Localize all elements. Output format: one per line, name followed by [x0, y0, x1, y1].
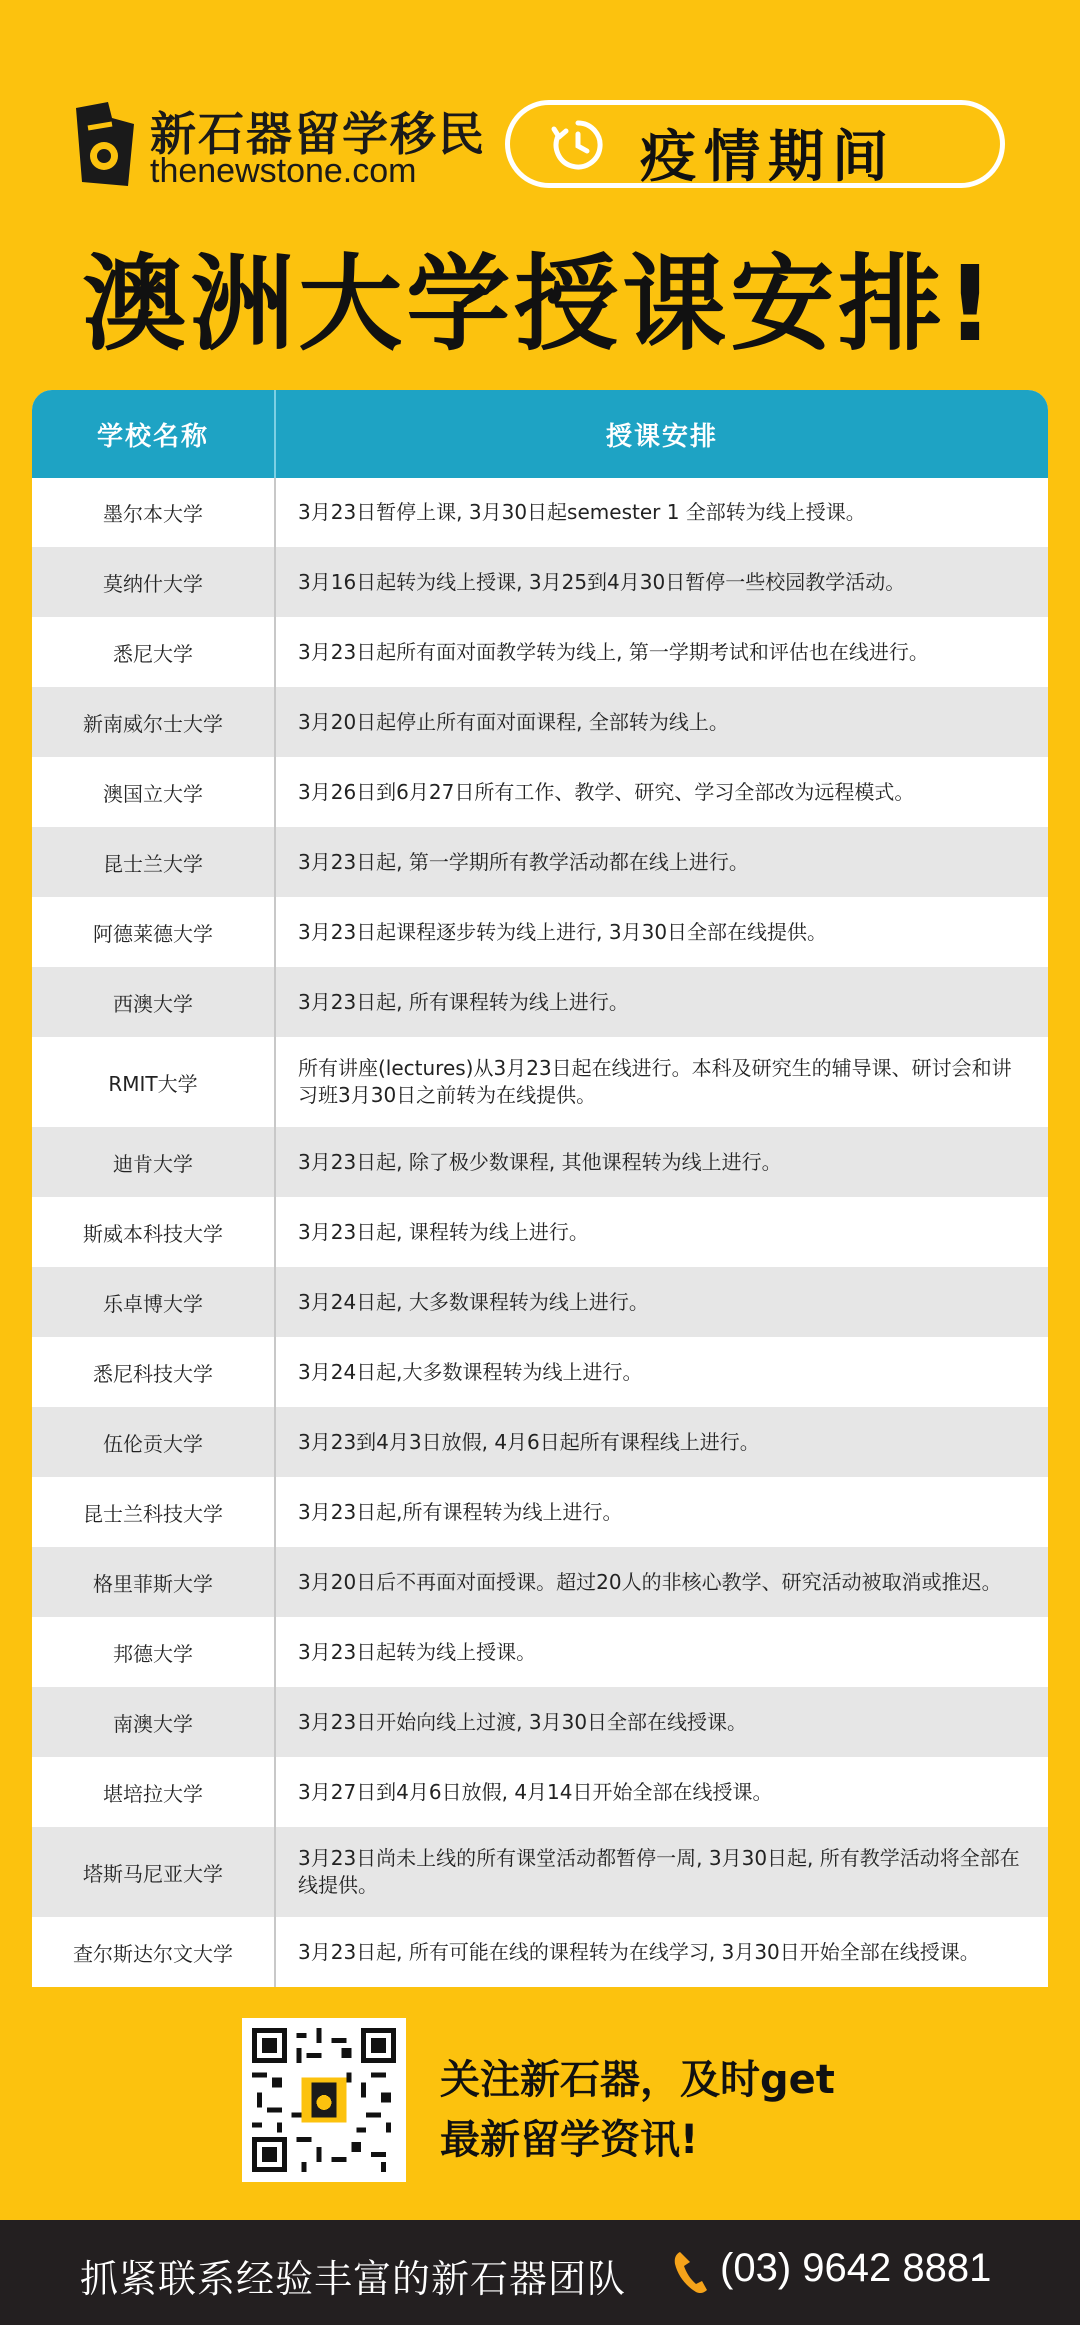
brand-url: thenewstone.com — [150, 152, 417, 190]
schedule-text: 3月23日起, 第一学期所有教学活动都在线上进行。 — [275, 827, 1048, 897]
contact-text: 抓紧联系经验丰富的新石器团队 — [80, 2257, 627, 2301]
schedule-table — [32, 390, 1048, 1987]
table-row — [32, 1037, 1048, 1127]
table-row — [32, 1407, 1048, 1477]
schedule-text: 3月23日起转为线上授课。 — [275, 1617, 1048, 1687]
school-name: 昆士兰大学 — [32, 827, 275, 897]
schedule-text: 3月23日尚未上线的所有课堂活动都暂停一周, 3月30日起, 所有教学活动将全部在线提供。 — [275, 1827, 1048, 1917]
school-name: 莫纳什大学 — [32, 547, 275, 617]
clock-icon — [550, 117, 606, 173]
table-row — [32, 1267, 1048, 1337]
school-name: 悉尼科技大学 — [32, 1337, 275, 1407]
school-name: 乐卓博大学 — [32, 1267, 275, 1337]
table-row — [32, 827, 1048, 897]
schedule-text: 3月23到4月3日放假, 4月6日起所有课程线上进行。 — [275, 1407, 1048, 1477]
school-name: 阿德莱德大学 — [32, 897, 275, 967]
table-row — [32, 617, 1048, 687]
column-header-school: 学校名称 — [32, 390, 275, 478]
table-row — [32, 1757, 1048, 1827]
phone-number[interactable]: (03) 9642 8881 — [720, 2246, 992, 2290]
school-name: 塔斯马尼亚大学 — [32, 1827, 275, 1917]
school-name: 墨尔本大学 — [32, 478, 275, 547]
table-row — [32, 1827, 1048, 1917]
schedule-text: 3月23日起, 所有课程转为线上进行。 — [275, 967, 1048, 1037]
table-row — [32, 1337, 1048, 1407]
table-row — [32, 967, 1048, 1037]
school-name: 迪肯大学 — [32, 1127, 275, 1197]
schedule-text: 3月23日暂停上课, 3月30日起semester 1 全部转为线上授课。 — [275, 478, 1048, 547]
phone-icon — [670, 2248, 710, 2296]
table-row — [32, 1617, 1048, 1687]
newstone-logo-icon — [68, 98, 140, 190]
school-name: 悉尼大学 — [32, 617, 275, 687]
schedule-text: 3月20日后不再面对面授课。超过20人的非核心教学、研究活动被取消或推迟。 — [275, 1547, 1048, 1617]
table-row — [32, 1687, 1048, 1757]
school-name: 格里菲斯大学 — [32, 1547, 275, 1617]
table-row — [32, 1477, 1048, 1547]
schedule-text: 3月23日起, 课程转为线上进行。 — [275, 1197, 1048, 1267]
schedule-text: 3月23日起,所有课程转为线上进行。 — [275, 1477, 1048, 1547]
school-name: 昆士兰科技大学 — [32, 1477, 275, 1547]
schedule-text: 3月23日开始向线上过渡, 3月30日全部在线授课。 — [275, 1687, 1048, 1757]
schedule-text: 3月20日起停止所有面对面课程, 全部转为线上。 — [275, 687, 1048, 757]
table-header-row — [32, 390, 1048, 478]
schedule-text: 所有讲座(lectures)从3月23日起在线进行。本科及研究生的辅导课、研讨会和讲习班3月30日之前转为在线提供。 — [275, 1037, 1048, 1127]
follow-line-2: 最新留学资讯! — [440, 2117, 699, 2163]
table-row — [32, 547, 1048, 617]
period-badge-label: 疫情期间 — [640, 125, 896, 190]
table-row — [32, 757, 1048, 827]
school-name: 邦德大学 — [32, 1617, 275, 1687]
schedule-text: 3月23日起课程逐步转为线上进行, 3月30日全部在线提供。 — [275, 897, 1048, 967]
contact-bar — [0, 2220, 1080, 2325]
follow-prompt — [440, 2050, 835, 2170]
qr-code-icon — [252, 2028, 396, 2172]
period-badge — [505, 100, 1005, 188]
school-name: 斯威本科技大学 — [32, 1197, 275, 1267]
schedule-text: 3月23日起所有面对面教学转为线上, 第一学期考试和评估也在线进行。 — [275, 617, 1048, 687]
column-header-schedule: 授课安排 — [275, 390, 1048, 478]
school-name: 澳国立大学 — [32, 757, 275, 827]
school-name: 新南威尔士大学 — [32, 687, 275, 757]
schedule-text: 3月24日起, 大多数课程转为线上进行。 — [275, 1267, 1048, 1337]
school-name: 堪培拉大学 — [32, 1757, 275, 1827]
table-row — [32, 478, 1048, 547]
schedule-text: 3月23日起, 除了极少数课程, 其他课程转为线上进行。 — [275, 1127, 1048, 1197]
table-row — [32, 1197, 1048, 1267]
page-title: 澳洲大学授课安排! — [82, 243, 998, 365]
school-name: 伍伦贡大学 — [32, 1407, 275, 1477]
table-row — [32, 1547, 1048, 1617]
table-row — [32, 687, 1048, 757]
schedule-text: 3月24日起,大多数课程转为线上进行。 — [275, 1337, 1048, 1407]
table-row — [32, 1127, 1048, 1197]
school-name: 西澳大学 — [32, 967, 275, 1037]
table-row — [32, 1917, 1048, 1987]
brand-name: 新石器留学移民 — [150, 107, 486, 161]
header — [0, 0, 1080, 380]
follow-line-1: 关注新石器，及时get — [440, 2057, 835, 2103]
schedule-text: 3月16日起转为线上授课, 3月25到4月30日暂停一些校园教学活动。 — [275, 547, 1048, 617]
schedule-text: 3月23日起, 所有可能在线的课程转为在线学习, 3月30日开始全部在线授课。 — [275, 1917, 1048, 1987]
qr-code[interactable] — [242, 2018, 406, 2182]
school-name: 查尔斯达尔文大学 — [32, 1917, 275, 1987]
schedule-text: 3月26日到6月27日所有工作、教学、研究、学习全部改为远程模式。 — [275, 757, 1048, 827]
school-name: 南澳大学 — [32, 1687, 275, 1757]
schedule-text: 3月27日到4月6日放假, 4月14日开始全部在线授课。 — [275, 1757, 1048, 1827]
school-name: RMIT大学 — [32, 1037, 275, 1127]
table-row — [32, 897, 1048, 967]
